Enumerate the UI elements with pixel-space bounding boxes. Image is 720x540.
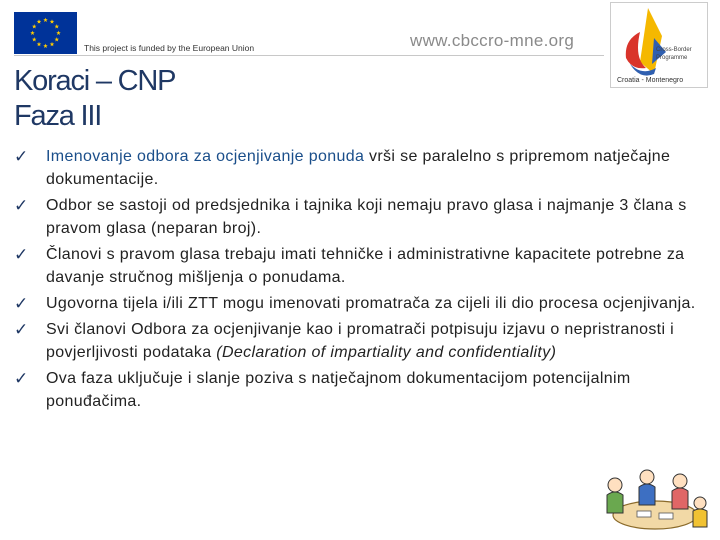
- bullet-item: [14, 194, 710, 240]
- logo-text-countries: Croatia - Montenegro: [617, 77, 684, 84]
- checkmark-icon: ✓: [14, 245, 29, 264]
- slide-title: [14, 64, 175, 134]
- slide-title-line1: Koraci – CNP: [14, 65, 176, 97]
- eu-funding-caption: This project is funded by the European Union: [84, 43, 255, 53]
- checkmark-icon: ✓: [14, 369, 29, 388]
- bullet-text: Ova faza uključuje i slanje poziva s natječajnom dokumentacijom potencijalnim ponuđačima.: [46, 370, 631, 410]
- bullet-item: [14, 145, 710, 191]
- bullet-item: [14, 243, 710, 289]
- bullet-item: [14, 318, 710, 364]
- bullet-text: Odbor se sastoji od predsjednika i tajnika koji nemaju pravo glasa i najmanje 3 člana s pravom glasa (neparan broj).: [46, 197, 687, 237]
- people-meeting-icon: [585, 455, 715, 540]
- checkmark-icon: ✓: [14, 147, 29, 166]
- logo-text-cross-border: Cross-Border: [656, 47, 692, 53]
- bullet-item: [14, 367, 710, 413]
- checkmark-icon: ✓: [14, 294, 29, 313]
- bullet-list: [14, 145, 710, 416]
- slide-title-line2: Faza III: [14, 100, 102, 132]
- bullet-item: [14, 292, 710, 315]
- bullet-highlight: Imenovanje odbora za ocjenjivanje ponuda: [46, 148, 365, 165]
- checkmark-icon: ✓: [14, 196, 29, 215]
- logo-text-programme: Programme: [656, 55, 688, 61]
- bullet-italic-text: (Declaration of impartiality and confidentiality): [216, 344, 557, 361]
- bullet-text: Svi članovi Odbora za ocjenjivanje kao i promatrači potpisuju izjavu o nepristranosti i povjerljivosti podataka: [46, 321, 675, 361]
- eu-flag-icon: [14, 12, 77, 54]
- bullet-text: Članovi s pravom glasa trebaju imati tehničke i administrativne kapacitete potrebne za davanje stručnog mišljenja o ponudama.: [46, 246, 685, 286]
- checkmark-icon: ✓: [14, 320, 29, 339]
- bullet-text: Ugovorna tijela i/ili ZTT mogu imenovati promatrača za cijeli ili dio procesa ocjenjivanja.: [46, 295, 696, 312]
- bullet-text: vrši se paralelno s pripremom natječajne dokumentacije.: [46, 148, 671, 188]
- website-link[interactable]: www.cbccro-mne.org: [410, 31, 575, 50]
- programme-logo-icon: [610, 2, 708, 88]
- header-divider: [14, 55, 604, 56]
